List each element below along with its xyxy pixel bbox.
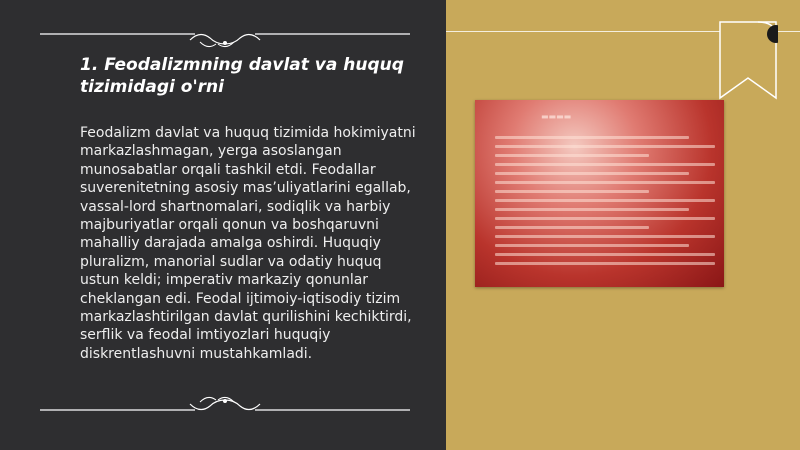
thumbnail-heading-blur: ▬▬▬▬ xyxy=(541,112,572,121)
slide-body-text: Feodalizm davlat va huquq tizimida hokimiyatni markazlashmagan, yerga asoslangan munosabatlar orqali tashkil etdi. Feodallar suverenitetning asosiy mas’uliyatlarini egallab, vassal-lord shartnomalari, sodiqlik va harbiy majburiyatlar orqali qonun va boshqaruvni mahalliy darajada amalga oshirdi. Huquqiy pluralizm, manorial sudlar va odatiy huquq ustun keldi; imperativ markaziy qonunlar cheklangan edi. Feodal ijtimoiy-iqtisodiy tizim markazlashtirilgan davlat qurilishini kechiktirdi, serflik va feodal imtiyozlari huquqiy diskrentlashuvni mustahkamladi. xyxy=(80,125,416,362)
ornament-divider-bottom xyxy=(40,390,410,414)
ornament-divider-top xyxy=(40,30,410,54)
bookmark-ribbon-icon xyxy=(718,18,778,100)
slide-thumbnail-image xyxy=(475,100,724,287)
slide-title: 1. Feodalizmning davlat va huquq tizimidagi o'rni xyxy=(80,55,404,97)
thumbnail-text-blur xyxy=(495,136,715,271)
